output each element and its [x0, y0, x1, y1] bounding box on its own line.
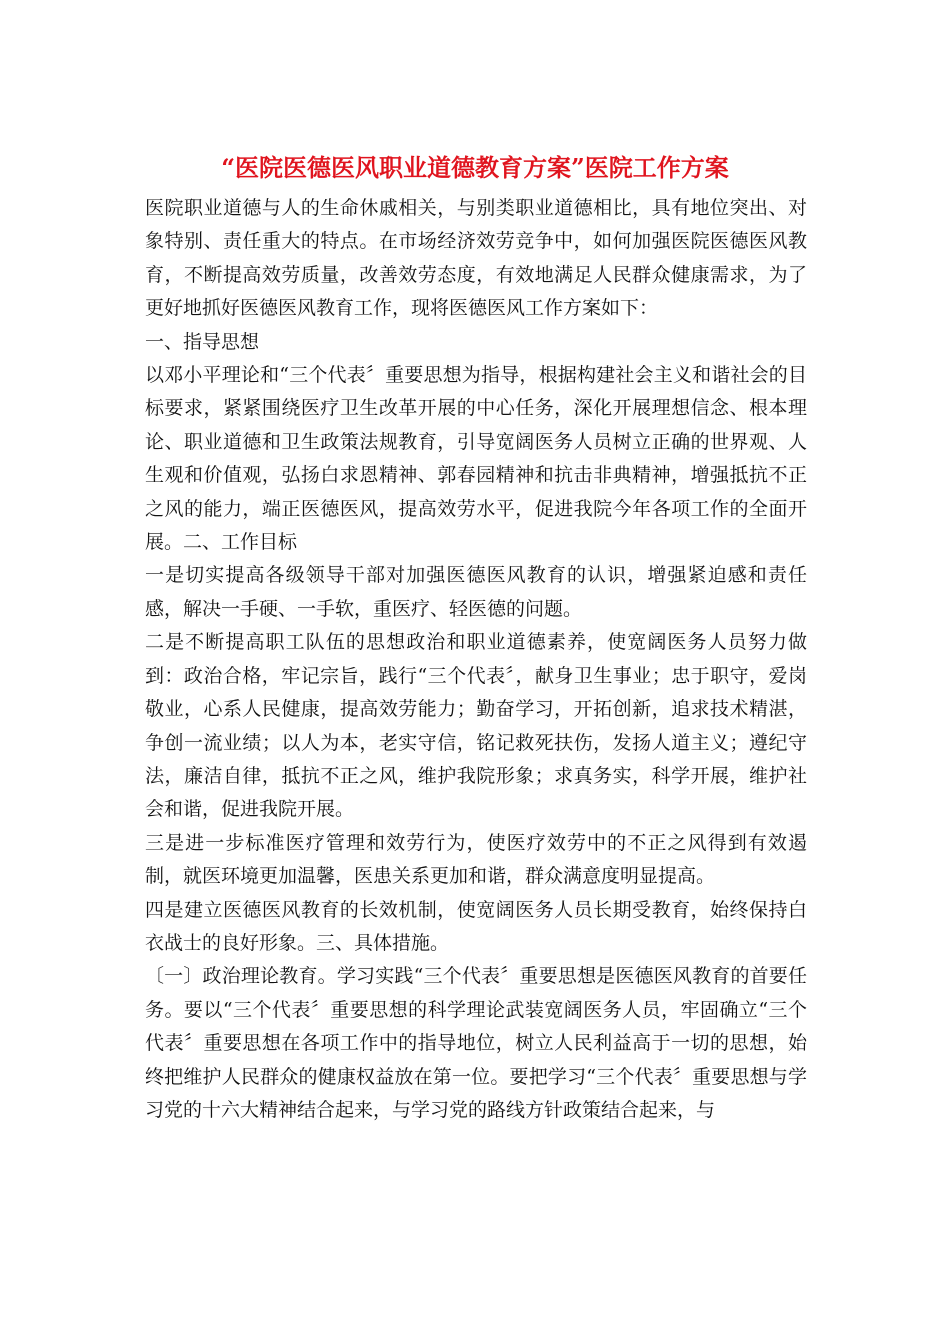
paragraph-goal-two: 二是不断提高职工队伍的思想政治和职业道德素养，使宽阔医务人员努力做到：政治合格，牢记宗旨，践行“三个代表〞，献身卫生事业；忠于职守，爱岗敬业，心系人民健康，提高效劳能力；勤奋学习，开拓创新，追求技术精湛，争创一流业绩；以人为本，老实守信，铭记救死扶伤，发扬人道主义；遵纪守法，廉洁自律，抵抗不正之风，维护我院形象；求真务实，科学开展，维护社会和谐，促进我院开展。	[145, 631, 807, 821]
paragraph-measure-one: 〔一〕政治理论教育。学习实践“三个代表〞重要思想是医德医风教育的首要任务。要以“三个代表〞重要思想的科学理论武装宽阔医务人员，牢固确立“三个代表〞重要思想在各项工作中的指导地位，树立人民利益高于一切的思想，始终把维护人民群众的健康权益放在第一位。要把学习“三个代表〞重要思想与学习党的十六大精神结合起来，与学习党的路线方针政策结合起来，与	[145, 965, 807, 1121]
paragraph-goal-three: 三是进一步标准医疗管理和效劳行为，使医疗效劳中的不正之风得到有效遏制，就医环境更加温馨，医患关系更加和谐，群众满意度明显提高。	[145, 831, 807, 888]
paragraph-intro: 医院职业道德与人的生命休戚相关，与别类职业道德相比，具有地位突出、对象特别、责任重大的特点。在市场经济效劳竞争中，如何加强医院医德医风教育，不断提高效劳质量，改善效劳态度，有效地满足人民群众健康需求，为了更好地抓好医德医风教育工作，现将医德医风工作方案如下：	[145, 197, 807, 320]
paragraph-goal-four: 四是建立医德医风教育的长效机制，使宽阔医务人员长期受教育，始终保持白衣战士的良好形象。三、具体措施。	[145, 898, 807, 954]
document-title: “医院医德医风职业道德教育方案”医院工作方案	[221, 153, 729, 182]
paragraph-guiding-ideology: 以邓小平理论和“三个代表〞重要思想为指导，根据构建社会主义和谐社会的目标要求，紧紧围绕医疗卫生改革开展的中心任务，深化开展理想信念、根本理论、职业道德和卫生政策法规教育，引导宽阔医务人员树立正确的世界观、人生观和价值观，弘扬白求恩精神、郭春园精神和抗击非典精神，增强抵抗不正之风的能力，端正医德医风，提高效劳水平，促进我院今年各项工作的全面开展。二、工作目标	[145, 364, 807, 554]
paragraph-heading-guiding-ideology: 一、指导思想	[145, 330, 260, 353]
document-body	[145, 192, 807, 1127]
paragraph-goal-one: 一是切实提高各级领导干部对加强医德医风教育的认识，增强紧迫感和责任感，解决一手硬、一手软，重医疗、轻医德的问题。	[145, 564, 807, 620]
